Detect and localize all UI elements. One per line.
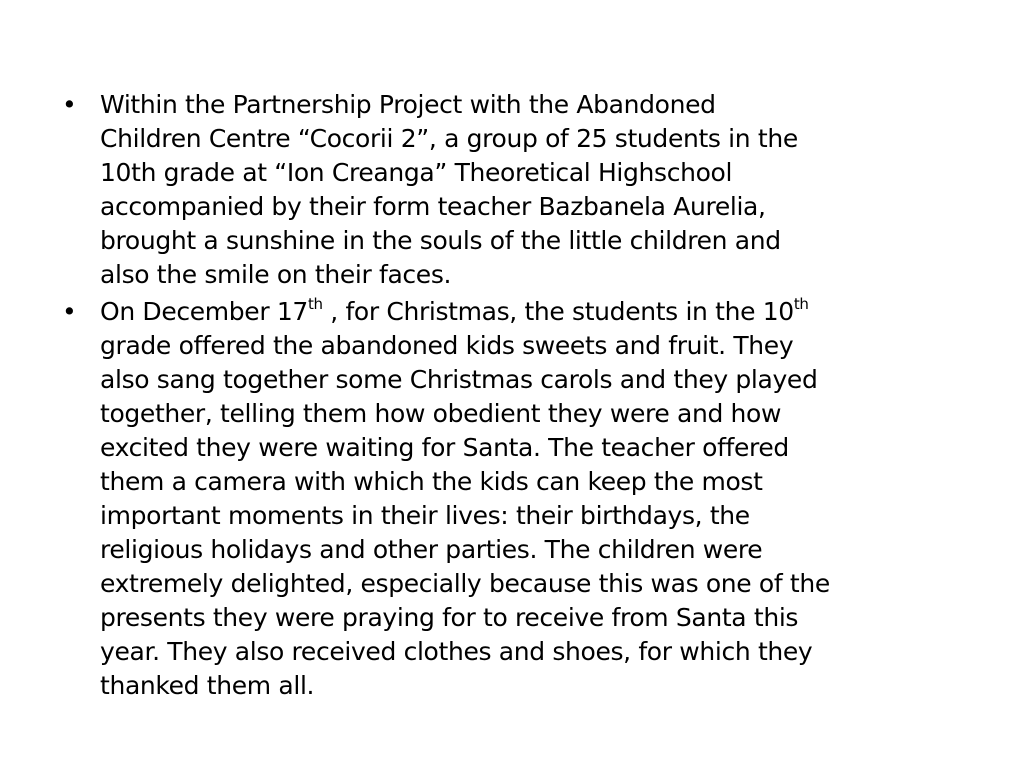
bullet-item-christmas xyxy=(62,294,960,703)
text-line: thanked them all. xyxy=(100,671,315,700)
text-line: also the smile on their faces. xyxy=(100,260,452,289)
bullet-dot-icon: • xyxy=(62,297,77,326)
superscript-th: th xyxy=(307,294,323,313)
bullet-item-partnership xyxy=(62,88,960,292)
bullet-list xyxy=(62,88,960,706)
text-line: them a camera with which the kids can keep the most xyxy=(100,467,763,496)
text-line: Within the Partnership Project with the Abandoned xyxy=(100,90,716,119)
text-segment: , for Christmas, the students in the 10 xyxy=(322,297,794,326)
text-line: extremely delighted, especially because this was one of the xyxy=(100,569,830,598)
text-line: presents they were praying for to receive from Santa this xyxy=(100,603,799,632)
text-segment: On December 17 xyxy=(100,297,308,326)
text-line: grade offered the abandoned kids sweets and fruit. They xyxy=(100,331,794,360)
text-line: religious holidays and other parties. The children were xyxy=(100,535,763,564)
text-line: excited they were waiting for Santa. The teacher offered xyxy=(100,433,789,462)
superscript-th: th xyxy=(793,294,809,313)
text-line: 10th grade at “Ion Creanga” Theoretical Highschool xyxy=(100,158,733,187)
text-line: also sang together some Christmas carols and they played xyxy=(100,365,818,394)
text-line-first xyxy=(100,295,960,329)
text-line: accompanied by their form teacher Bazbanela Aurelia, xyxy=(100,192,766,221)
text-line: important moments in their lives: their birthdays, the xyxy=(100,501,750,530)
bullet-dot-icon: • xyxy=(62,90,77,119)
text-line: Children Centre “Cocorii 2”, a group of 25 students in the xyxy=(100,124,798,153)
text-line: brought a sunshine in the souls of the little children and xyxy=(100,226,781,255)
text-line: year. They also received clothes and shoes, for which they xyxy=(100,637,813,666)
text-line: together, telling them how obedient they were and how xyxy=(100,399,782,428)
